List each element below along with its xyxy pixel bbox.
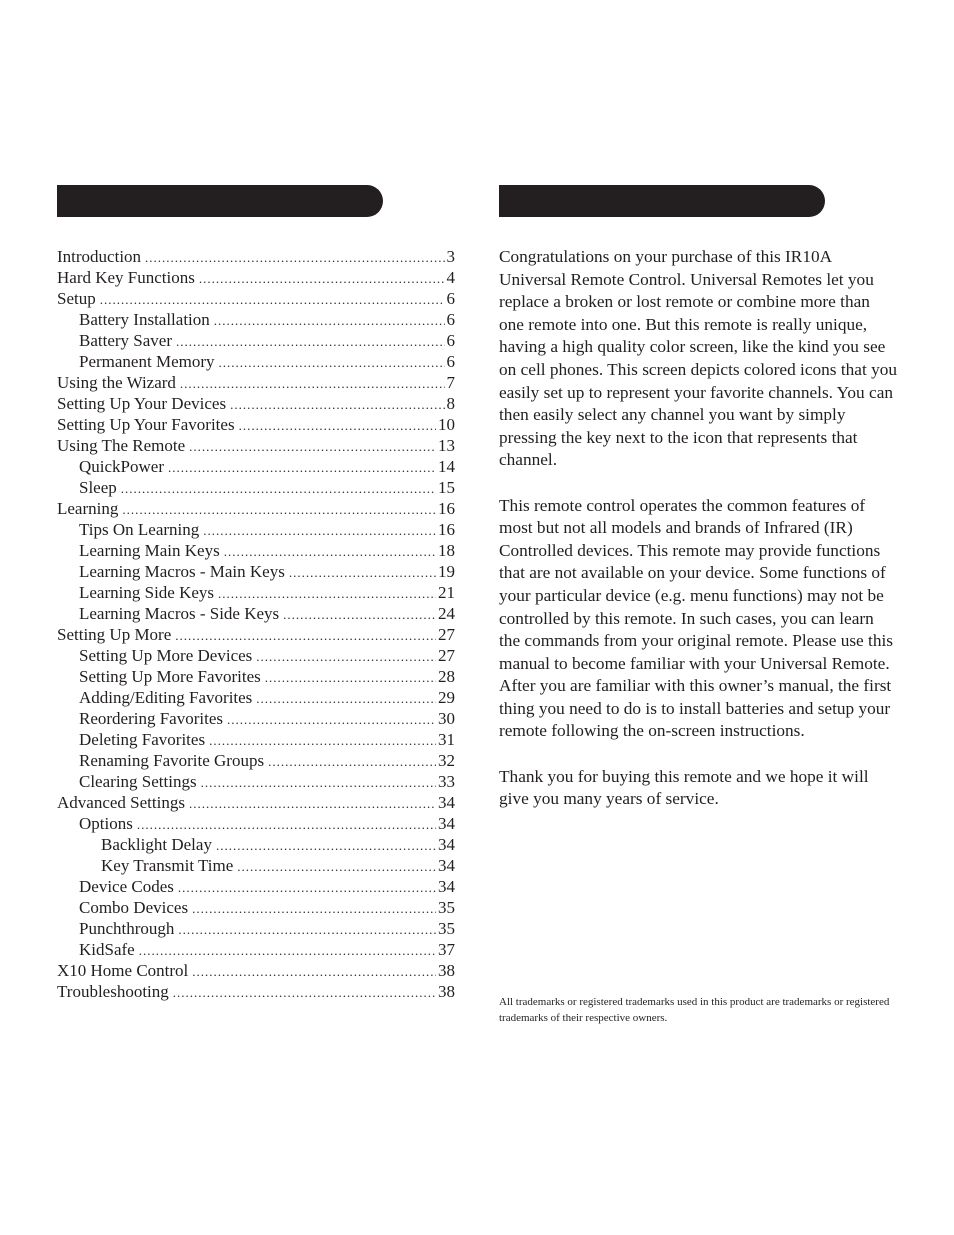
toc-entry [57,939,455,960]
toc-leader-dots [256,646,436,667]
toc-entry-title: Key Transmit Time [101,856,234,875]
toc-entry-title: Battery Installation [79,310,210,329]
toc-entry [57,582,455,603]
toc-entry [57,960,455,981]
toc-entry [57,687,455,708]
toc-entry [57,918,455,939]
toc-entry [57,246,455,267]
toc-entry [57,330,455,351]
introduction-header-bar [499,185,825,217]
toc-leader-dots [239,415,436,436]
toc-entry [57,876,455,897]
toc-entry-page: 34 [438,814,455,833]
toc-leader-dots [192,961,436,982]
toc-entry [57,435,455,456]
toc-entry-title: Setting Up More Devices [79,646,253,665]
toc-entry-title: Deleting Favorites [79,730,206,749]
toc-entry-page: 6 [446,331,455,350]
toc-entry-page: 34 [438,877,455,896]
toc-entry-page: 4 [446,268,455,287]
toc-entry-title: Backlight Delay [101,835,212,854]
toc-entry-page: 21 [438,583,455,602]
toc-leader-dots [100,289,445,310]
introduction-text [499,246,899,833]
toc-entry [57,855,455,876]
toc-entry [57,498,455,519]
toc-entry [57,288,455,309]
toc-entry-page: 15 [438,478,455,497]
toc-entry-page: 28 [438,667,455,686]
toc-entry [57,456,455,477]
toc-entry-page: 10 [438,415,455,434]
toc-entry-title: Tips On Learning [79,520,200,539]
toc-entry [57,393,455,414]
toc-entry [57,771,455,792]
toc-entry [57,267,455,288]
toc-entry-title: Troubleshooting [57,982,169,1001]
toc-entry-title: Learning Side Keys [79,583,215,602]
toc-entry-title: Learning Main Keys [79,541,220,560]
toc-entry-page: 7 [446,373,455,392]
toc-entry-title: X10 Home Control [57,961,189,980]
toc-entry-title: KidSafe [79,940,135,959]
toc-entry-page: 35 [438,919,455,938]
toc-entry-page: 6 [446,352,455,371]
toc-entry-title: Sleep [79,478,117,497]
toc-leader-dots [175,625,436,646]
toc-leader-dots [178,877,436,898]
toc-entry-page: 34 [438,835,455,854]
trademark-notice: All trademarks or registered trademarks used in this product are trademarks or registered trademarks of their respective owners. [499,996,890,1024]
toc-entry-title: Setting Up More Favorites [79,667,261,686]
toc-entry [57,645,455,666]
toc-entry [57,729,455,750]
toc-leader-dots [173,982,436,1003]
toc-entry-title: Using The Remote [57,436,186,455]
intro-paragraph: Congratulations on your purchase of this IR10A Universal Remote Control. Universal Remotes let you replace a broken or lost remote or combine more than one remote into one. But this remote is really unique, having a high quality color screen, like the kind you see on cell phones. This screen depicts colored icons that you easily set up to represent your favorite channels. You can then easily select any channel you want by simply pressing the key next to the icon that represents that channel. [499,247,898,470]
toc-entry-page: 14 [438,457,455,476]
toc-entry-title: Device Codes [79,877,174,896]
toc-entry-title: Setup [57,289,96,308]
toc-entry-title: Combo Devices [79,898,189,917]
toc-entry-page: 6 [446,310,455,329]
toc-entry-page: 13 [438,436,455,455]
toc-entry-page: 37 [438,940,455,959]
toc-entry-title: Introduction [57,247,142,266]
toc-entry-title: Renaming Favorite Groups [79,751,265,770]
toc-entry-page: 34 [438,793,455,812]
toc-leader-dots [230,394,444,415]
toc-leader-dots [168,457,436,478]
toc-entry-title: Learning Macros - Side Keys [79,604,280,623]
toc-entry-title: Adding/Editing Favorites [79,688,253,707]
toc-leader-dots [256,688,436,709]
toc-leader-dots [178,919,436,940]
toc-leader-dots [199,268,445,289]
toc-leader-dots [289,562,436,583]
toc-leader-dots [218,583,436,604]
table-of-contents [57,246,455,1002]
toc-entry-page: 34 [438,856,455,875]
toc-leader-dots [121,478,436,499]
intro-paragraph: This remote control operates the common features of most but not all models and brands of Infrared (IR) Controlled devices. This remote may provide functions that are not available on your device. Some functions of your particular device (e.g. menu functions) may not be controlled by this remote. In such cases, you can learn the commands from your original remote. Please use this manual to become familiar with your Universal Remote. After you are familiar with this owner’s manual, the first thing you need to do is to install batteries and setup your remote following the on-screen instructions. [499,495,894,741]
toc-entry-page: 18 [438,541,455,560]
toc-entry [57,477,455,498]
toc-entry [57,519,455,540]
toc-entry [57,561,455,582]
toc-leader-dots [192,898,436,919]
toc-entry [57,750,455,771]
toc-leader-dots [209,730,436,751]
toc-entry-page: 16 [438,520,455,539]
toc-entry-page: 24 [438,604,455,623]
toc-entry-page: 19 [438,562,455,581]
toc-leader-dots [176,331,445,352]
toc-entry [57,897,455,918]
toc-leader-dots [180,373,445,394]
toc-leader-dots [227,709,436,730]
toc-leader-dots [283,604,436,625]
toc-entry-title: Using the Wizard [57,373,176,392]
toc-entry-page: 6 [446,289,455,308]
toc-entry [57,624,455,645]
toc-leader-dots [265,667,436,688]
toc-entry-title: Permanent Memory [79,352,215,371]
toc-entry-title: Setting Up More [57,625,172,644]
toc-entry-title: Advanced Settings [57,793,185,812]
toc-leader-dots [189,436,436,457]
toc-entry-title: Options [79,814,133,833]
toc-entry-page: 8 [446,394,455,413]
toc-entry-page: 3 [446,247,455,266]
toc-entry-page: 31 [438,730,455,749]
toc-entry [57,603,455,624]
toc-entry-title: Setting Up Your Devices [57,394,227,413]
toc-leader-dots [219,352,445,373]
toc-entry-title: QuickPower [79,457,164,476]
toc-entry-page: 33 [438,772,455,791]
toc-entry-title: Setting Up Your Favorites [57,415,235,434]
toc-entry-title: Hard Key Functions [57,268,195,287]
toc-leader-dots [224,541,436,562]
toc-entry-page: 38 [438,961,455,980]
toc-leader-dots [237,856,436,877]
toc-entry [57,708,455,729]
toc-leader-dots [122,499,436,520]
toc-entry-title: Reordering Favorites [79,709,223,728]
toc-entry [57,666,455,687]
toc-entry-title: Clearing Settings [79,772,197,791]
toc-leader-dots [137,814,436,835]
toc-leader-dots [203,520,436,541]
toc-entry [57,792,455,813]
toc-entry [57,981,455,1002]
toc-entry [57,351,455,372]
toc-leader-dots [214,310,445,331]
toc-entry-title: Learning [57,499,119,518]
toc-leader-dots [216,835,436,856]
toc-entry-page: 30 [438,709,455,728]
contents-header-bar [57,185,383,217]
toc-entry-page: 27 [438,646,455,665]
toc-entry-page: 27 [438,625,455,644]
toc-entry [57,540,455,561]
toc-entry-page: 29 [438,688,455,707]
toc-entry [57,414,455,435]
toc-leader-dots [189,793,436,814]
toc-entry-page: 38 [438,982,455,1001]
toc-leader-dots [139,940,436,961]
toc-leader-dots [268,751,436,772]
toc-entry [57,372,455,393]
toc-entry-title: Battery Saver [79,331,172,350]
toc-entry-title: Punchthrough [79,919,175,938]
toc-entry-title: Learning Macros - Main Keys [79,562,285,581]
toc-entry-page: 35 [438,898,455,917]
toc-entry-page: 16 [438,499,455,518]
toc-entry [57,813,455,834]
toc-leader-dots [201,772,436,793]
intro-paragraph: Thank you for buying this remote and we hope it will give you many years of service. [499,766,869,809]
toc-leader-dots [145,247,444,268]
toc-entry-page: 32 [438,751,455,770]
toc-entry [57,309,455,330]
toc-entry [57,834,455,855]
